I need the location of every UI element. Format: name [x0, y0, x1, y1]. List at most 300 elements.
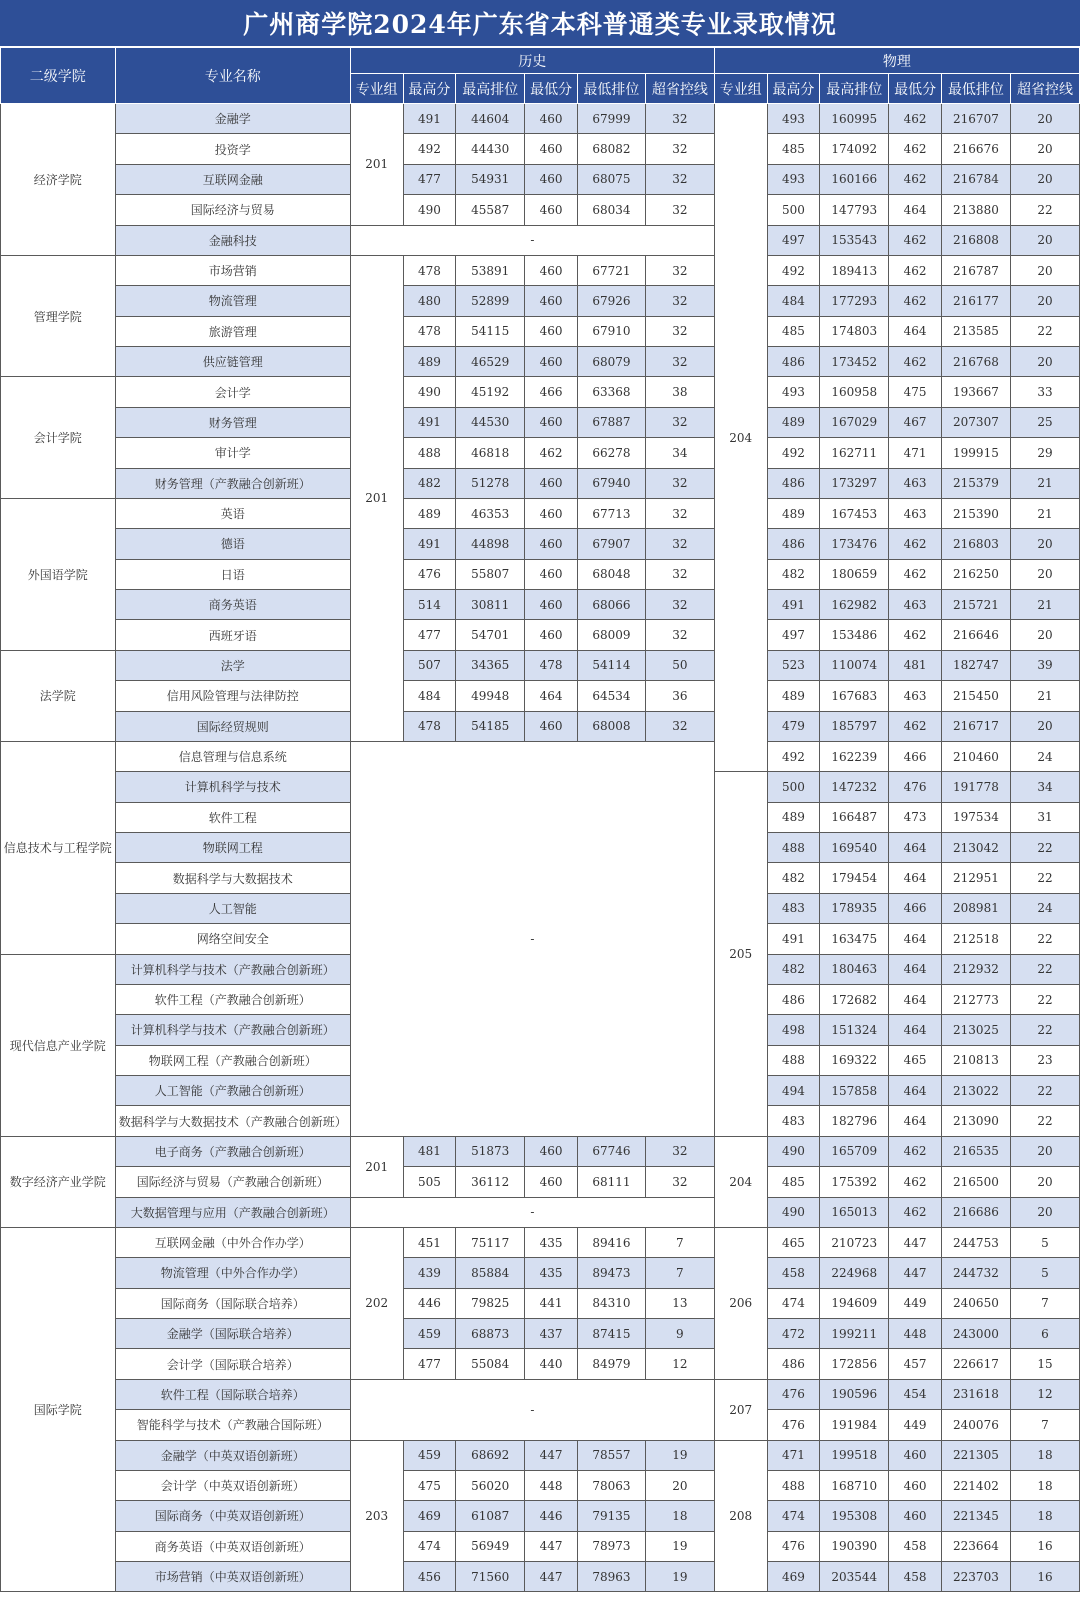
physics-max-score: 486: [767, 529, 820, 559]
history-max-rank: 55084: [456, 1349, 525, 1379]
physics-over-line: 24: [1010, 893, 1079, 923]
history-min-score: 460: [525, 255, 578, 285]
history-over-line: 7: [645, 1258, 714, 1288]
history-over-line: 32: [645, 1167, 714, 1197]
history-over-line: 19: [645, 1562, 714, 1592]
physics-over-line: 20: [1010, 255, 1079, 285]
physics-max-rank: 172856: [820, 1349, 889, 1379]
physics-min-score: 464: [889, 316, 942, 346]
physics-min-rank: 231618: [941, 1379, 1010, 1409]
physics-max-rank: 174803: [820, 316, 889, 346]
physics-min-rank: 212773: [941, 984, 1010, 1014]
physics-over-line: 22: [1010, 316, 1079, 346]
physics-min-rank: 244732: [941, 1258, 1010, 1288]
history-min-rank: 78063: [577, 1470, 645, 1500]
physics-min-score: 454: [889, 1379, 942, 1409]
physics-max-score: 469: [767, 1562, 820, 1592]
physics-min-rank: 213025: [941, 1015, 1010, 1045]
physics-over-line: 18: [1010, 1501, 1079, 1531]
physics-max-score: 483: [767, 1106, 820, 1136]
header-physics-min-score: 最低分: [889, 74, 942, 104]
history-min-rank: 87415: [577, 1319, 645, 1349]
history-max-score: 490: [403, 195, 456, 225]
major-cell: 互联网金融（中外合作办学）: [115, 1227, 350, 1257]
physics-over-line: 20: [1010, 1136, 1079, 1166]
table-row: [1, 104, 1080, 134]
physics-max-score: 491: [767, 924, 820, 954]
physics-max-rank: 210723: [820, 1227, 889, 1257]
history-max-score: 477: [403, 164, 456, 194]
history-over-line: 32: [645, 468, 714, 498]
history-over-line: 32: [645, 104, 714, 134]
major-cell: 物联网工程（产教融合创新班）: [115, 1045, 350, 1075]
physics-max-score: 488: [767, 1045, 820, 1075]
physics-over-line: 20: [1010, 1197, 1079, 1227]
physics-max-score: 474: [767, 1501, 820, 1531]
major-cell: 物联网工程: [115, 833, 350, 863]
history-min-rank: 67713: [577, 498, 645, 528]
physics-min-rank: 216177: [941, 286, 1010, 316]
table-row: [1, 438, 1080, 468]
history-min-score: 441: [525, 1288, 578, 1318]
college-cell: 信息技术与工程学院: [1, 741, 116, 954]
table-row: [1, 1531, 1080, 1561]
history-min-rank: 68008: [577, 711, 645, 741]
physics-over-line: 6: [1010, 1319, 1079, 1349]
physics-over-line: 22: [1010, 984, 1079, 1014]
physics-max-score: 493: [767, 104, 820, 134]
history-min-rank: 78963: [577, 1562, 645, 1592]
history-min-rank: 84979: [577, 1349, 645, 1379]
physics-max-score: 493: [767, 377, 820, 407]
admission-table: [0, 47, 1080, 1592]
physics-over-line: 16: [1010, 1562, 1079, 1592]
physics-over-line: 21: [1010, 468, 1079, 498]
history-max-rank: 44898: [456, 529, 525, 559]
physics-min-rank: 213022: [941, 1076, 1010, 1106]
history-group-cell: 201: [350, 255, 403, 741]
physics-max-score: 493: [767, 164, 820, 194]
history-max-score: 492: [403, 134, 456, 164]
major-cell: 市场营销: [115, 255, 350, 285]
physics-max-rank: 162982: [820, 590, 889, 620]
table-row: [1, 529, 1080, 559]
physics-max-score: 458: [767, 1258, 820, 1288]
physics-min-score: 462: [889, 1197, 942, 1227]
history-min-score: 447: [525, 1562, 578, 1592]
physics-max-rank: 177293: [820, 286, 889, 316]
history-max-rank: 56020: [456, 1470, 525, 1500]
history-min-score: 460: [525, 711, 578, 741]
physics-min-rank: 215450: [941, 681, 1010, 711]
physics-max-score: 486: [767, 468, 820, 498]
physics-max-rank: 169540: [820, 833, 889, 863]
physics-min-rank: 210460: [941, 741, 1010, 771]
history-group-cell: 202: [350, 1227, 403, 1379]
history-min-score: 435: [525, 1258, 578, 1288]
history-over-line: 32: [645, 590, 714, 620]
history-max-score: 439: [403, 1258, 456, 1288]
major-cell: 软件工程（国际联合培养）: [115, 1379, 350, 1409]
physics-max-score: 498: [767, 1015, 820, 1045]
major-cell: 金融学（中英双语创新班）: [115, 1440, 350, 1470]
history-max-score: 488: [403, 438, 456, 468]
physics-max-score: 485: [767, 1167, 820, 1197]
major-cell: 数据科学与大数据技术: [115, 863, 350, 893]
major-cell: 英语: [115, 498, 350, 528]
history-dash-cell: -: [350, 741, 714, 1136]
history-over-line: 19: [645, 1531, 714, 1561]
physics-max-rank: 190390: [820, 1531, 889, 1561]
history-over-line: 32: [645, 134, 714, 164]
physics-max-score: 500: [767, 195, 820, 225]
table-row: [1, 559, 1080, 589]
physics-min-rank: 216707: [941, 104, 1010, 134]
history-min-score: 460: [525, 347, 578, 377]
physics-over-line: 21: [1010, 681, 1079, 711]
history-over-line: 38: [645, 377, 714, 407]
table-row: [1, 377, 1080, 407]
history-min-rank: 67926: [577, 286, 645, 316]
history-min-rank: 68009: [577, 620, 645, 650]
history-min-score: 440: [525, 1349, 578, 1379]
major-cell: 大数据管理与应用（产教融合创新班）: [115, 1197, 350, 1227]
table-row: [1, 347, 1080, 377]
physics-max-rank: 160166: [820, 164, 889, 194]
physics-max-rank: 169322: [820, 1045, 889, 1075]
physics-min-rank: 216646: [941, 620, 1010, 650]
physics-over-line: 21: [1010, 590, 1079, 620]
history-max-rank: 54115: [456, 316, 525, 346]
major-cell: 互联网金融: [115, 164, 350, 194]
physics-over-line: 22: [1010, 1106, 1079, 1136]
history-max-score: 514: [403, 590, 456, 620]
physics-max-score: 476: [767, 1410, 820, 1440]
history-max-score: 478: [403, 255, 456, 285]
physics-over-line: 20: [1010, 620, 1079, 650]
physics-min-rank: 216803: [941, 529, 1010, 559]
physics-min-rank: 240076: [941, 1410, 1010, 1440]
college-cell: 会计学院: [1, 377, 116, 499]
physics-max-score: 489: [767, 802, 820, 832]
physics-min-rank: 213042: [941, 833, 1010, 863]
table-row: [1, 498, 1080, 528]
history-min-score: 464: [525, 681, 578, 711]
physics-min-rank: 221345: [941, 1501, 1010, 1531]
header-physics-max-score: 最高分: [767, 74, 820, 104]
physics-min-score: 447: [889, 1227, 942, 1257]
history-over-line: 19: [645, 1440, 714, 1470]
physics-max-rank: 178935: [820, 893, 889, 923]
history-group-cell: 201: [350, 1136, 403, 1197]
header-college: 二级学院: [1, 48, 116, 104]
table-row: [1, 1258, 1080, 1288]
physics-min-score: 462: [889, 620, 942, 650]
physics-over-line: 20: [1010, 347, 1079, 377]
physics-max-rank: 175392: [820, 1167, 889, 1197]
history-min-score: 460: [525, 286, 578, 316]
history-max-score: 491: [403, 529, 456, 559]
physics-max-rank: 172682: [820, 984, 889, 1014]
physics-min-score: 465: [889, 1045, 942, 1075]
physics-max-score: 485: [767, 134, 820, 164]
physics-group-cell: 207: [714, 1379, 767, 1440]
history-max-rank: 30811: [456, 590, 525, 620]
major-cell: 商务英语（中英双语创新班）: [115, 1531, 350, 1561]
major-cell: 物流管理: [115, 286, 350, 316]
physics-over-line: 5: [1010, 1227, 1079, 1257]
physics-min-score: 447: [889, 1258, 942, 1288]
physics-min-score: 449: [889, 1288, 942, 1318]
physics-min-rank: 240650: [941, 1288, 1010, 1318]
physics-min-rank: 207307: [941, 407, 1010, 437]
history-max-rank: 45192: [456, 377, 525, 407]
history-max-score: 491: [403, 407, 456, 437]
history-min-rank: 89473: [577, 1258, 645, 1288]
history-over-line: 13: [645, 1288, 714, 1318]
page-title: 广州商学院2024年广东省本科普通类专业录取情况: [0, 0, 1080, 47]
history-min-score: 460: [525, 559, 578, 589]
history-max-score: 459: [403, 1440, 456, 1470]
table-row: [1, 1319, 1080, 1349]
history-max-score: 469: [403, 1501, 456, 1531]
physics-min-rank: 216250: [941, 559, 1010, 589]
physics-min-rank: 215390: [941, 498, 1010, 528]
physics-max-score: 476: [767, 1379, 820, 1409]
history-max-score: 489: [403, 347, 456, 377]
college-cell: 外国语学院: [1, 498, 116, 650]
college-cell: 数字经济产业学院: [1, 1136, 116, 1227]
physics-over-line: 31: [1010, 802, 1079, 832]
history-over-line: 7: [645, 1227, 714, 1257]
history-max-rank: 51278: [456, 468, 525, 498]
header-physics-min-rank: 最低排位: [941, 74, 1010, 104]
physics-group-cell: 206: [714, 1227, 767, 1379]
physics-max-score: 492: [767, 255, 820, 285]
physics-max-score: 489: [767, 407, 820, 437]
physics-over-line: 15: [1010, 1349, 1079, 1379]
history-over-line: 32: [645, 1136, 714, 1166]
physics-max-rank: 180463: [820, 954, 889, 984]
history-min-score: 478: [525, 650, 578, 680]
history-over-line: 32: [645, 347, 714, 377]
physics-over-line: 20: [1010, 286, 1079, 316]
physics-min-score: 462: [889, 559, 942, 589]
history-max-score: 446: [403, 1288, 456, 1318]
major-cell: 法学: [115, 650, 350, 680]
physics-group-cell: 205: [714, 772, 767, 1137]
physics-over-line: 22: [1010, 924, 1079, 954]
major-cell: 商务英语: [115, 590, 350, 620]
physics-over-line: 22: [1010, 195, 1079, 225]
major-cell: 国际商务（国际联合培养）: [115, 1288, 350, 1318]
physics-min-score: 457: [889, 1349, 942, 1379]
header-physics-group: 专业组: [714, 74, 767, 104]
history-max-score: 477: [403, 620, 456, 650]
physics-max-score: 497: [767, 225, 820, 255]
table-row: [1, 134, 1080, 164]
major-cell: 供应链管理: [115, 347, 350, 377]
history-dash-cell: -: [350, 1197, 714, 1227]
header-physics-over-line: 超省控线: [1010, 74, 1079, 104]
history-min-score: 447: [525, 1531, 578, 1561]
major-cell: 日语: [115, 559, 350, 589]
physics-max-rank: 168710: [820, 1470, 889, 1500]
physics-max-score: 482: [767, 954, 820, 984]
major-cell: 金融学: [115, 104, 350, 134]
physics-min-score: 448: [889, 1319, 942, 1349]
table-row: [1, 1136, 1080, 1166]
major-cell: 财务管理（产教融合创新班）: [115, 468, 350, 498]
history-min-score: 460: [525, 620, 578, 650]
physics-max-score: 471: [767, 1440, 820, 1470]
physics-over-line: 21: [1010, 498, 1079, 528]
history-max-score: 491: [403, 104, 456, 134]
history-max-rank: 54701: [456, 620, 525, 650]
physics-max-score: 482: [767, 559, 820, 589]
history-max-score: 451: [403, 1227, 456, 1257]
history-min-rank: 67910: [577, 316, 645, 346]
history-max-rank: 44530: [456, 407, 525, 437]
physics-min-score: 464: [889, 863, 942, 893]
history-min-rank: 68082: [577, 134, 645, 164]
physics-over-line: 24: [1010, 741, 1079, 771]
physics-max-rank: 160958: [820, 377, 889, 407]
history-min-score: 446: [525, 1501, 578, 1531]
physics-min-score: 466: [889, 893, 942, 923]
physics-min-score: 462: [889, 255, 942, 285]
history-min-rank: 89416: [577, 1227, 645, 1257]
physics-min-score: 463: [889, 498, 942, 528]
physics-group-cell: 204: [714, 1136, 767, 1227]
physics-max-rank: 163475: [820, 924, 889, 954]
physics-min-score: 464: [889, 833, 942, 863]
major-cell: 国际经济与贸易: [115, 195, 350, 225]
history-max-rank: 51873: [456, 1136, 525, 1166]
table-row: [1, 1227, 1080, 1257]
history-min-score: 447: [525, 1440, 578, 1470]
history-over-line: 32: [645, 529, 714, 559]
physics-max-rank: 173476: [820, 529, 889, 559]
history-over-line: 50: [645, 650, 714, 680]
physics-max-score: 490: [767, 1136, 820, 1166]
physics-min-rank: 213880: [941, 195, 1010, 225]
table-row: [1, 1379, 1080, 1409]
physics-over-line: 22: [1010, 954, 1079, 984]
header-physics-max-rank: 最高排位: [820, 74, 889, 104]
physics-min-score: 475: [889, 377, 942, 407]
table-row: [1, 741, 1080, 771]
physics-min-score: 460: [889, 1470, 942, 1500]
history-max-rank: 45587: [456, 195, 525, 225]
physics-min-score: 460: [889, 1501, 942, 1531]
history-max-score: 475: [403, 1470, 456, 1500]
history-group-cell: 203: [350, 1440, 403, 1592]
major-cell: 人工智能（产教融合创新班）: [115, 1076, 350, 1106]
physics-max-rank: 203544: [820, 1562, 889, 1592]
history-min-score: 460: [525, 195, 578, 225]
table-row: [1, 1167, 1080, 1197]
physics-max-score: 489: [767, 681, 820, 711]
major-cell: 国际经贸规则: [115, 711, 350, 741]
physics-min-score: 464: [889, 984, 942, 1014]
table-row: [1, 164, 1080, 194]
physics-max-rank: 167683: [820, 681, 889, 711]
physics-over-line: 20: [1010, 134, 1079, 164]
table-row: [1, 620, 1080, 650]
major-cell: 会计学（中英双语创新班）: [115, 1470, 350, 1500]
physics-max-score: 483: [767, 893, 820, 923]
history-over-line: 32: [645, 620, 714, 650]
history-min-rank: 67721: [577, 255, 645, 285]
history-min-score: 460: [525, 1167, 578, 1197]
physics-min-score: 458: [889, 1531, 942, 1561]
physics-max-rank: 179454: [820, 863, 889, 893]
history-min-rank: 68079: [577, 347, 645, 377]
physics-min-score: 481: [889, 650, 942, 680]
history-min-rank: 78973: [577, 1531, 645, 1561]
table-row: [1, 195, 1080, 225]
physics-max-rank: 167029: [820, 407, 889, 437]
table-row: [1, 1470, 1080, 1500]
table-row: [1, 681, 1080, 711]
physics-over-line: 12: [1010, 1379, 1079, 1409]
history-max-rank: 55807: [456, 559, 525, 589]
physics-max-score: 485: [767, 316, 820, 346]
physics-max-rank: 151324: [820, 1015, 889, 1045]
physics-over-line: 20: [1010, 164, 1079, 194]
history-min-score: 437: [525, 1319, 578, 1349]
history-min-score: 460: [525, 468, 578, 498]
physics-max-rank: 182796: [820, 1106, 889, 1136]
history-max-score: 478: [403, 711, 456, 741]
physics-max-rank: 199518: [820, 1440, 889, 1470]
physics-max-rank: 185797: [820, 711, 889, 741]
history-max-rank: 54931: [456, 164, 525, 194]
physics-min-rank: 213585: [941, 316, 1010, 346]
physics-over-line: 7: [1010, 1410, 1079, 1440]
physics-over-line: 7: [1010, 1288, 1079, 1318]
history-min-score: 466: [525, 377, 578, 407]
physics-max-rank: 160995: [820, 104, 889, 134]
physics-min-score: 464: [889, 1015, 942, 1045]
physics-max-rank: 173452: [820, 347, 889, 377]
table-row: [1, 407, 1080, 437]
physics-over-line: 39: [1010, 650, 1079, 680]
header-history-group: 专业组: [350, 74, 403, 104]
physics-over-line: 20: [1010, 1167, 1079, 1197]
major-cell: 电子商务（产教融合创新班）: [115, 1136, 350, 1166]
physics-max-rank: 162711: [820, 438, 889, 468]
major-cell: 财务管理: [115, 407, 350, 437]
physics-min-score: 462: [889, 286, 942, 316]
major-cell: 信用风险管理与法律防控: [115, 681, 350, 711]
physics-min-rank: 221402: [941, 1470, 1010, 1500]
history-over-line: 32: [645, 407, 714, 437]
header-history: 历史: [350, 48, 714, 74]
physics-group-cell: 208: [714, 1440, 767, 1592]
major-cell: 审计学: [115, 438, 350, 468]
physics-max-score: 488: [767, 833, 820, 863]
history-over-line: 32: [645, 711, 714, 741]
history-min-rank: 68034: [577, 195, 645, 225]
physics-max-score: 494: [767, 1076, 820, 1106]
major-cell: 会计学（国际联合培养）: [115, 1349, 350, 1379]
table-row: [1, 711, 1080, 741]
college-cell: 法学院: [1, 650, 116, 741]
header-history-max-rank: 最高排位: [456, 74, 525, 104]
physics-max-rank: 189413: [820, 255, 889, 285]
